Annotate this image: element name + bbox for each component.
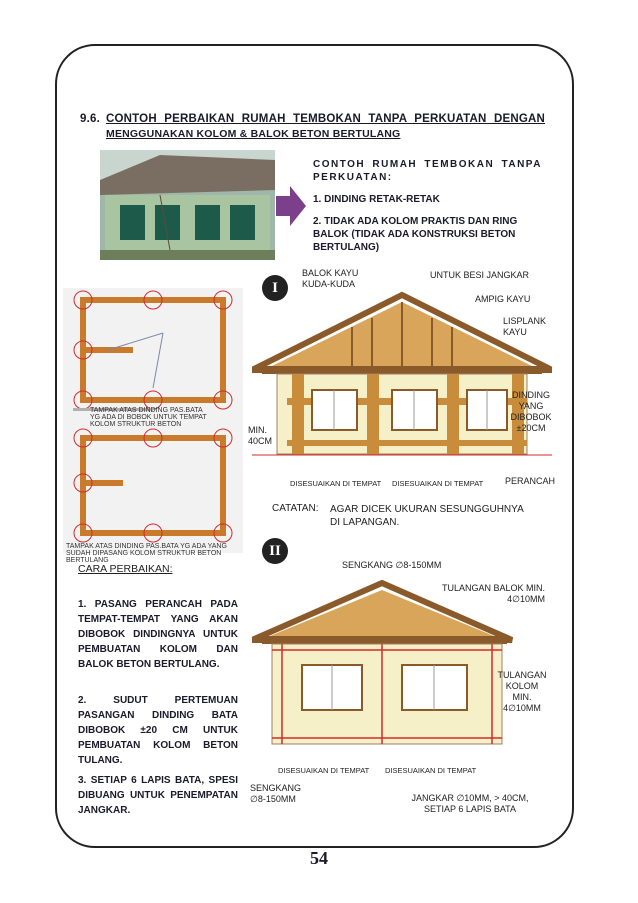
label-disesuaikan-4: DISESUAIKAN DI TEMPAT [385,766,477,775]
label-perancah: PERANCAH [505,476,556,486]
intro-heading: CONTOH RUMAH TEMBOKAN TANPA PERKUATAN: [313,159,542,183]
figure-1-number: I [262,275,288,301]
plan-note-1: TAMPAK ATAS DINDING PAS.BATA YG ADA DI BOBOK UNTUK TEMPAT KOLOM STRUKTUR BETON [90,407,207,428]
house-diagram-2 [252,580,532,760]
label-sengkang-top: SENGKANG ∅8-150MM [342,560,442,570]
label-balok-kayu: BALOK KAYU KUDA-KUDA [302,268,359,289]
cara-heading: CARA PERBAIKAN: [78,563,173,575]
label-disesuaikan-2: DISESUAIKAN DI TEMPAT [392,479,484,488]
label-dinding: DINDING YANG DIBOBOK ±20CM [510,390,552,433]
intro-item-1: 1. DINDING RETAK-RETAK [313,194,440,205]
section-title-line2: MENGGUNAKAN KOLOM & BALOK BETON BERTULANG [106,128,401,140]
arrow-right-icon [276,186,306,231]
label-tulangan-kolom: TULANGAN KOLOM MIN. 4∅10MM [497,670,547,713]
catatan-label: CATATAN: [272,503,319,514]
label-disesuaikan-1: DISESUAIKAN DI TEMPAT [290,479,382,488]
cara-step-3: 3. SETIAP 6 LAPIS BATA, SPESI DIBUANG UNTUK PENEMPATAN JANGKAR. [78,775,238,816]
label-tulangan-balok: TULANGAN BALOK MIN. 4∅10MM [441,583,545,604]
label-disesuaikan-3: DISESUAIKAN DI TEMPAT [278,766,370,775]
cara-step-1: 1. PASANG PERANCAH PADA TEMPAT-TEMPAT YANG AKAN DIBOBOK DINDINGNYA UNTUK PEMBUATAN KOLOM DAN BALOK BETON BERTULANG. [78,599,238,670]
label-lisplank: LISPLANK KAYU [503,316,547,337]
label-sengkang-bottom: SENGKANG ∅8-150MM [250,783,302,804]
house-photo [100,150,275,260]
section-number: 9.6. [80,113,100,125]
label-besi-jangkar: UNTUK BESI JANGKAR [430,270,530,280]
cara-step-2: 2. SUDUT PERTEMUAN PASANGAN DINDING BATA DIBOBOK ±20 CM UNTUK PEMBUATAN KOLOM BETON TULANG. [78,695,238,766]
intro-item-2: 2. TIDAK ADA KOLOM PRAKTIS DAN RING BALOK (TIDAK ADA KONSTRUKSI BETON BERTULANG) [313,216,518,253]
label-jangkar: JANGKAR ∅10MM, > 40CM, SETIAP 6 LAPIS BATA [411,793,529,814]
catatan-text: AGAR DICEK UKURAN SESUNGGUHNYA DI LAPANGAN. [330,504,524,528]
page-number: 54 [310,848,328,868]
section-title-line1: CONTOH PERBAIKAN RUMAH TEMBOKAN TANPA PERKUATAN DENGAN [106,113,545,125]
label-ampig-kayu: AMPIG KAYU [475,294,531,304]
figure-2-number: II [262,538,288,564]
plan-note-2: TAMPAK ATAS DINDING PAS.BATA YG ADA YANG SUDAH DIPASANG KOLOM STRUKTUR BETON BERTULANG [66,543,227,564]
label-min-40cm: MIN. 40CM [248,425,273,446]
